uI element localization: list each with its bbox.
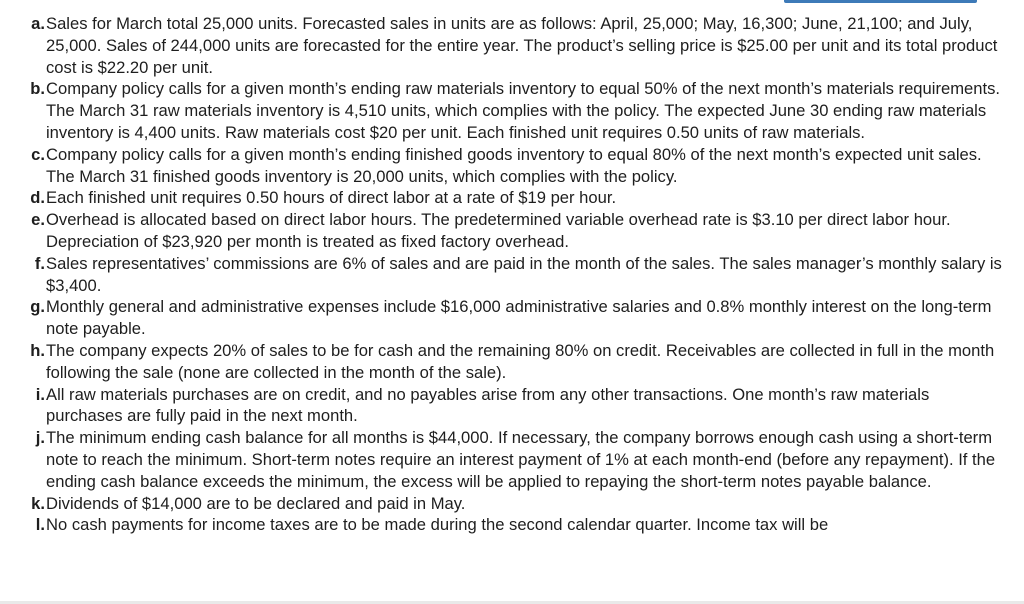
list-item-c (22, 144, 1002, 188)
item-text: Monthly general and administrative expenses include $16,000 administrative salaries and 0.8% monthly interest on the long-term note payable. (46, 297, 992, 339)
assumptions-list (22, 13, 1002, 536)
list-item-d (22, 187, 1002, 209)
item-text: All raw materials purchases are on credit, and no payables arise from any other transactions. One month’s raw materials purchases are fully paid in the next month. (46, 384, 930, 426)
list-item-i (22, 384, 1002, 428)
item-label: c. (31, 144, 45, 164)
top-accent-bar (784, 0, 977, 3)
list-item-f (22, 253, 1002, 297)
list-item-h (22, 340, 1002, 384)
item-label: j. (35, 428, 45, 448)
item-label: b. (30, 79, 45, 99)
item-text: Company policy calls for a given month’s ending finished goods inventory to equal 80% of the next month’s expected unit sales. The March 31 finished goods inventory is 20,000 units, which complies with the policy. (46, 144, 982, 186)
item-text: The minimum ending cash balance for all months is $44,000. If necessary, the company borrows enough cash using a short-term note to reach the minimum. Short-term notes require an interest payment of 1% at each month-end (before any repayment). If the ending cash balance exceeds the minimum, the excess will be applied to repaying the short-term notes payable balance. (46, 428, 996, 491)
item-text: Sales representatives’ commissions are 6% of sales and are paid in the month of the sales. The sales manager’s monthly salary is $3,400. (46, 253, 1002, 295)
list-item-l (22, 514, 1002, 536)
item-label: i. (35, 384, 45, 404)
item-label: f. (34, 253, 45, 273)
item-text: Sales for March total 25,000 units. Forecasted sales in units are as follows: April, 25,000; May, 16,300; June, 21,100; and July, 25,000. Sales of 244,000 units are forecasted for the entire year. The product’s selling price is $25.00 per unit and its total product cost is $22.20 per unit. (46, 14, 998, 77)
list-item-e (22, 209, 1002, 253)
item-text: Each finished unit requires 0.50 hours of direct labor at a rate of $19 per hour. (46, 188, 617, 208)
item-text: Company policy calls for a given month’s ending raw materials inventory to equal 50% of the next month’s materials requirements. The March 31 raw materials inventory is 4,510 units, which complies with the policy. The expected June 30 ending raw materials inventory is 4,400 units. Raw materials cost $20 per unit. Each finished unit requires 0.50 units of raw materials. (46, 79, 1001, 142)
list-item-b (22, 78, 1002, 143)
item-text: Overhead is allocated based on direct labor hours. The predetermined variable overhead rate is $3.10 per direct labor hour. Depreciation of $23,920 per month is treated as fixed factory overhead. (46, 210, 951, 251)
list-item-a (22, 13, 1002, 78)
list-item-k (22, 493, 1002, 515)
item-label: k. (31, 493, 45, 513)
item-label: h. (30, 340, 45, 360)
item-label: g. (30, 297, 45, 317)
item-label: e. (31, 210, 45, 230)
item-text: No cash payments for income taxes are to be made during the second calendar quarter. Income tax will be (46, 515, 829, 535)
item-label: l. (35, 515, 45, 535)
item-text: Dividends of $14,000 are to be declared and paid in May. (46, 493, 466, 513)
list-item-j (22, 427, 1002, 492)
item-label: a. (31, 14, 45, 33)
item-text: The company expects 20% of sales to be for cash and the remaining 80% on credit. Receivables are collected in full in the month following the sale (none are collected in the month of the sale). (46, 340, 995, 382)
list-item-g (22, 296, 1002, 340)
item-label: d. (30, 188, 45, 208)
